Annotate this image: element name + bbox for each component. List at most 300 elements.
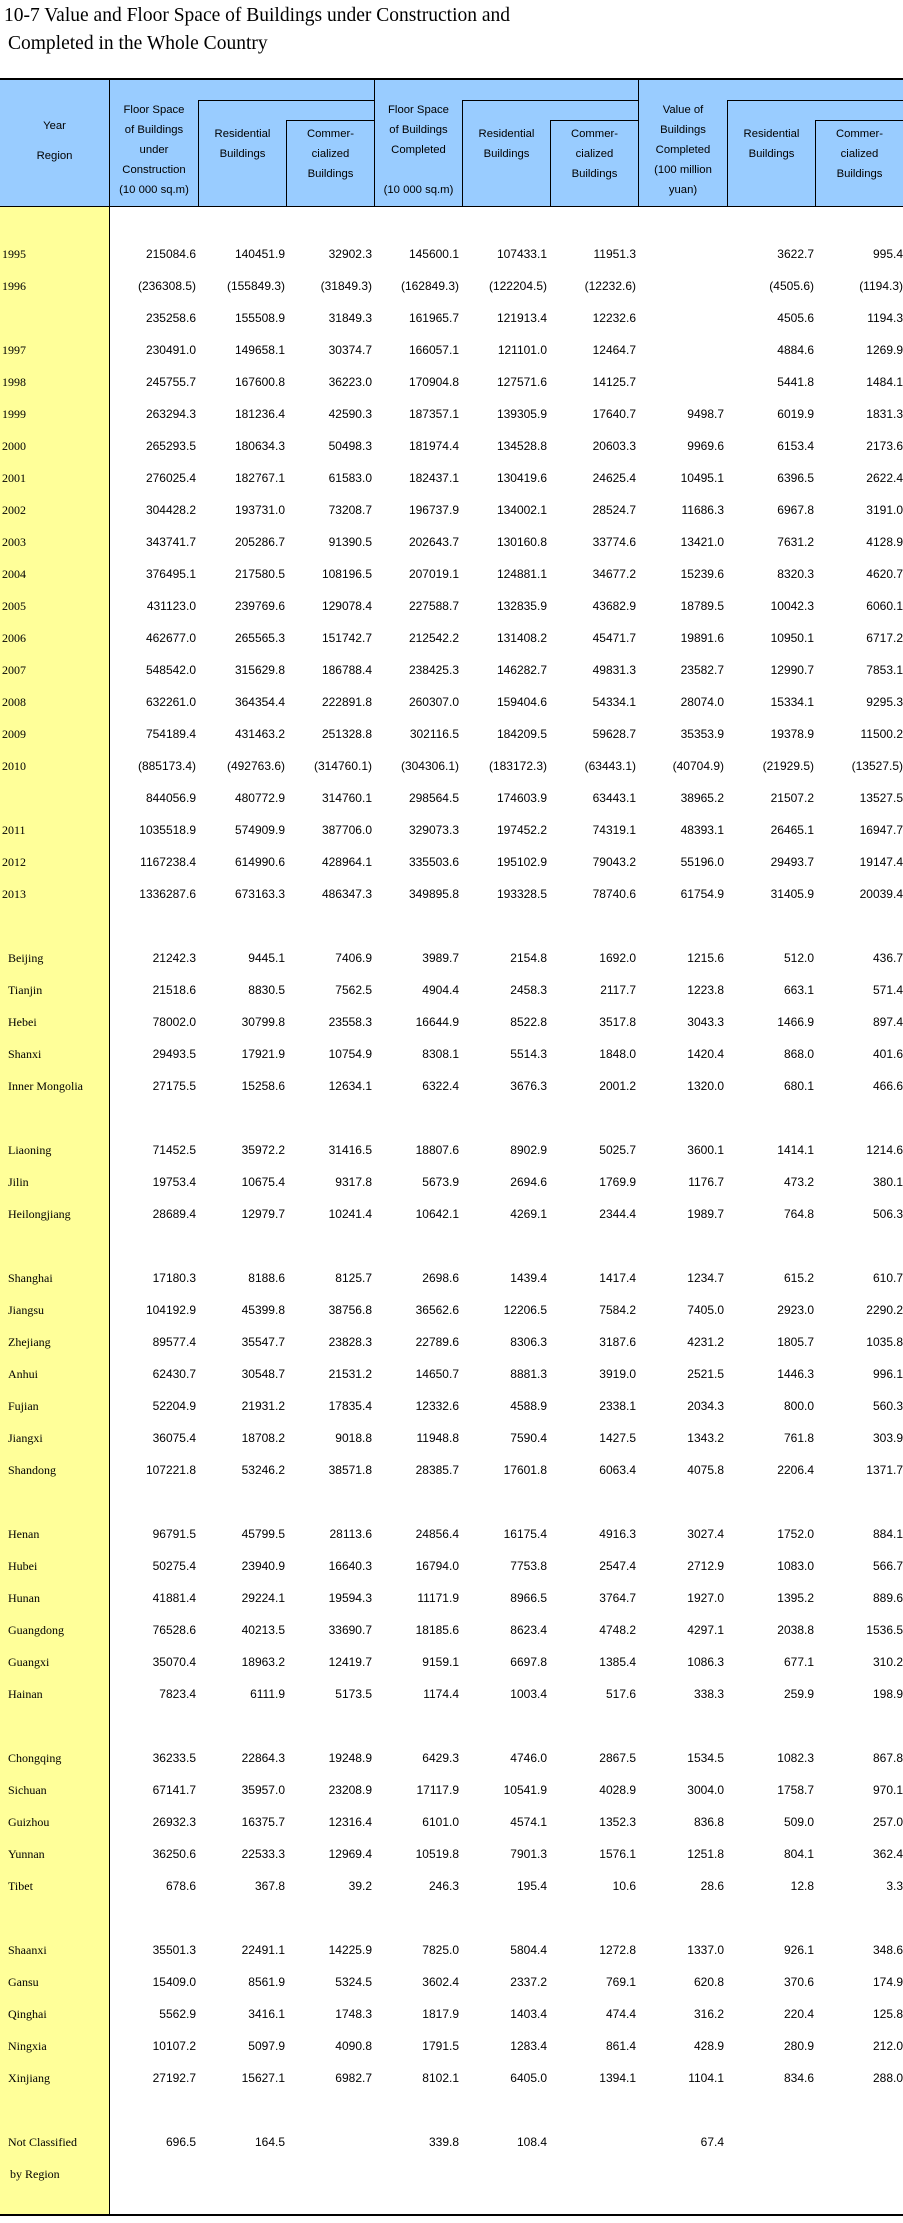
table-cell: 680.1 xyxy=(783,1079,814,1093)
table-cell: 836.8 xyxy=(693,1815,724,1829)
table-cell: 1791.5 xyxy=(422,2039,459,2053)
table-cell: 428.9 xyxy=(693,2039,724,2053)
table-cell: 387706.0 xyxy=(321,823,372,837)
title-line-2: Completed in the Whole Country xyxy=(8,33,268,54)
table-cell: 36075.4 xyxy=(152,1431,196,1445)
table-cell: 3191.0 xyxy=(866,503,903,517)
table-cell: 314760.1 xyxy=(321,791,372,805)
table-cell: 349895.8 xyxy=(408,887,459,901)
table-cell: 259.9 xyxy=(783,1687,814,1701)
table-cell: 8881.3 xyxy=(510,1367,547,1381)
row-label: 2009 xyxy=(2,727,26,741)
table-cell: 41881.4 xyxy=(152,1591,196,1605)
table-cell: (12232.6) xyxy=(584,279,636,293)
table-cell: 4297.1 xyxy=(687,1623,724,1637)
table-cell: 1805.7 xyxy=(777,1335,814,1349)
table-cell: 4916.3 xyxy=(599,1527,636,1541)
table-cell: 5025.7 xyxy=(599,1143,636,1157)
table-cell: 2694.6 xyxy=(510,1175,547,1189)
table-cell: 13421.0 xyxy=(680,535,724,549)
row-label: 2013 xyxy=(2,887,26,901)
table-cell: 2154.8 xyxy=(510,951,547,965)
table-cell: 53246.2 xyxy=(241,1463,285,1477)
table-cell: 21931.2 xyxy=(241,1399,285,1413)
table-cell: 996.1 xyxy=(872,1367,903,1381)
table-cell: 1427.5 xyxy=(599,1431,636,1445)
table-cell: 12969.4 xyxy=(328,1847,372,1861)
table-cell: 428964.1 xyxy=(321,855,372,869)
table-cell: 146282.7 xyxy=(496,663,547,677)
table-cell: 1343.2 xyxy=(687,1431,724,1445)
table-cell: 1536.5 xyxy=(866,1623,903,1637)
table-cell: 1174.4 xyxy=(423,1687,459,1701)
table-cell: 45399.8 xyxy=(241,1303,285,1317)
table-cell: 29224.1 xyxy=(241,1591,285,1605)
table-cell: 1752.0 xyxy=(777,1527,814,1541)
footer-by-region: by Region xyxy=(10,2167,60,2181)
table-cell: 36233.5 xyxy=(152,1751,196,1765)
table-cell: 754189.4 xyxy=(145,727,196,741)
table-cell: 23828.3 xyxy=(328,1335,372,1349)
table-cell: 343741.7 xyxy=(145,535,196,549)
table-cell: 7405.0 xyxy=(687,1303,724,1317)
table-cell: 124881.1 xyxy=(496,567,547,581)
table-cell: 263294.3 xyxy=(145,407,196,421)
table-cell: 91390.5 xyxy=(328,535,372,549)
table-cell: 134528.8 xyxy=(496,439,547,453)
table-cell: 2034.3 xyxy=(687,1399,724,1413)
table-cell: 18185.6 xyxy=(415,1623,459,1637)
row-label: Jiangsu xyxy=(8,1303,44,1317)
table-row xyxy=(0,469,903,487)
table-cell: 6429.3 xyxy=(422,1751,459,1765)
table-cell: 1831.3 xyxy=(866,407,903,421)
table-cell: 155508.9 xyxy=(234,311,285,325)
table-cell: 367.8 xyxy=(254,1879,285,1893)
table-row xyxy=(0,1813,903,1831)
table-cell: (314760.1) xyxy=(313,759,372,773)
row-label: Hainan xyxy=(8,1687,43,1701)
table-row xyxy=(0,1781,903,1799)
table-cell: 33774.6 xyxy=(592,535,636,549)
table-cell: 134002.1 xyxy=(496,503,547,517)
row-label: Hubei xyxy=(8,1559,38,1573)
table-cell: 45799.5 xyxy=(241,1527,285,1541)
table-cell: 2338.1 xyxy=(599,1399,636,1413)
table-cell: 50498.3 xyxy=(328,439,372,453)
table-cell: 28.6 xyxy=(700,1879,724,1893)
table-cell: 1223.8 xyxy=(687,983,724,997)
table-cell: 6060.1 xyxy=(866,599,903,613)
table-cell: 10107.2 xyxy=(152,2039,196,2053)
table-cell: 19594.3 xyxy=(328,1591,372,1605)
table-cell: 16640.3 xyxy=(328,1559,372,1573)
table-cell: 276025.4 xyxy=(145,471,196,485)
row-label: 2007 xyxy=(2,663,26,677)
table-cell: 182437.1 xyxy=(408,471,459,485)
table-cell: 401.6 xyxy=(872,1047,903,1061)
row-label: 1996 xyxy=(2,279,26,293)
table-cell: 13527.5 xyxy=(859,791,903,805)
table-cell: 889.6 xyxy=(872,1591,903,1605)
table-cell: 195.4 xyxy=(516,1879,547,1893)
table-cell: 4505.6 xyxy=(777,311,814,325)
table-cell: (63443.1) xyxy=(584,759,636,773)
table-cell: 30374.7 xyxy=(328,343,372,357)
table-cell: 59628.7 xyxy=(592,727,636,741)
table-row xyxy=(0,2037,903,2055)
table-cell: 43682.9 xyxy=(592,599,636,613)
row-label: 2010 xyxy=(2,759,26,773)
table-cell: 26465.1 xyxy=(770,823,814,837)
table-cell: 54334.1 xyxy=(592,695,636,709)
table-cell: 193731.0 xyxy=(234,503,285,517)
table-cell: 121101.0 xyxy=(497,343,547,357)
table-cell: 18789.5 xyxy=(680,599,724,613)
table-cell: 1336287.6 xyxy=(139,887,196,901)
row-label: Hunan xyxy=(8,1591,40,1605)
table-cell: 74319.1 xyxy=(592,823,636,837)
table-cell: 20603.3 xyxy=(592,439,636,453)
table-cell: 238425.3 xyxy=(408,663,459,677)
table-cell: 39.2 xyxy=(348,1879,372,1893)
table-cell: 466.6 xyxy=(872,1079,903,1093)
table-cell: (122204.5) xyxy=(488,279,547,293)
table-row xyxy=(0,2005,903,2023)
table-cell: 486347.3 xyxy=(321,887,372,901)
table-cell: 19753.4 xyxy=(152,1175,196,1189)
table-row xyxy=(0,821,903,839)
table-cell: 548542.0 xyxy=(145,663,196,677)
table-row xyxy=(0,1013,903,1031)
table-cell: 897.4 xyxy=(872,1015,903,1029)
table-cell: (304306.1) xyxy=(400,759,459,773)
table-cell: 251328.8 xyxy=(321,727,372,741)
table-cell: 3600.1 xyxy=(687,1143,724,1157)
table-cell: 38965.2 xyxy=(680,791,724,805)
table-cell: 12206.5 xyxy=(503,1303,547,1317)
table-row xyxy=(0,597,903,615)
table-cell: 3004.0 xyxy=(687,1783,724,1797)
table-cell: 14650.7 xyxy=(415,1367,459,1381)
table-cell: 19378.9 xyxy=(770,727,814,741)
table-cell: 1251.8 xyxy=(687,1847,724,1861)
table-cell: 222891.8 xyxy=(321,695,372,709)
table-cell: 131408.2 xyxy=(496,631,547,645)
row-label: Shanxi xyxy=(8,1047,42,1061)
table-cell: 67141.7 xyxy=(152,1783,196,1797)
table-cell: 182767.1 xyxy=(234,471,285,485)
table-cell: 7825.0 xyxy=(422,1943,459,1957)
table-cell: 6982.7 xyxy=(335,2071,372,2085)
table-cell: 1466.9 xyxy=(777,1015,814,1029)
table-cell: 187357.1 xyxy=(408,407,459,421)
table-cell: 338.3 xyxy=(693,1687,724,1701)
table-cell: 5562.9 xyxy=(159,2007,196,2021)
table-cell: 1989.7 xyxy=(687,1207,724,1221)
table-cell: 28385.7 xyxy=(415,1463,459,1477)
header-divider xyxy=(462,100,638,101)
table-row xyxy=(0,1557,903,1575)
table-cell: 71452.5 xyxy=(152,1143,196,1157)
table-cell: 10950.1 xyxy=(770,631,814,645)
table-cell: 7590.4 xyxy=(510,1431,547,1445)
table-cell: 10241.4 xyxy=(328,1207,372,1221)
table-cell: 10754.9 xyxy=(328,1047,372,1061)
table-cell: 5173.5 xyxy=(335,1687,372,1701)
table-cell: 1758.7 xyxy=(777,1783,814,1797)
row-label: Qinghai xyxy=(8,2007,47,2021)
table-row xyxy=(0,981,903,999)
table-row xyxy=(0,1397,903,1415)
table-cell: (21929.5) xyxy=(762,759,814,773)
table-cell: 804.1 xyxy=(783,1847,814,1861)
table-cell: 50275.4 xyxy=(152,1559,196,1573)
table-cell: 1269.9 xyxy=(866,343,903,357)
table-row xyxy=(0,2069,903,2087)
table-cell: 7823.4 xyxy=(159,1687,196,1701)
table-cell: 1215.6 xyxy=(687,951,724,965)
table-cell: 73208.7 xyxy=(328,503,372,517)
table-cell: 6101.0 xyxy=(422,1815,459,1829)
table-cell: 35957.0 xyxy=(241,1783,285,1797)
table-cell: 3676.3 xyxy=(510,1079,547,1093)
table-cell: 107221.8 xyxy=(145,1463,196,1477)
table-cell: 140451.9 xyxy=(234,247,285,261)
table-cell: 280.9 xyxy=(783,2039,814,2053)
table-row xyxy=(0,1461,903,1479)
table-cell: 145600.1 xyxy=(408,247,459,261)
table-cell: 35070.4 xyxy=(152,1655,196,1669)
table-cell: 6405.0 xyxy=(510,2071,547,2085)
table-cell: 844056.9 xyxy=(145,791,196,805)
table-cell: (31849.3) xyxy=(320,279,372,293)
row-label: Fujian xyxy=(8,1399,39,1413)
row-label: Hebei xyxy=(8,1015,37,1029)
table-cell: 33690.7 xyxy=(328,1623,372,1637)
header-divider xyxy=(198,100,374,101)
table-cell: 11686.3 xyxy=(681,503,724,517)
table-cell: 4028.9 xyxy=(599,1783,636,1797)
table-cell: 2547.4 xyxy=(599,1559,636,1573)
table-cell: 19248.9 xyxy=(328,1751,372,1765)
table-cell: 12979.7 xyxy=(241,1207,285,1221)
table-cell: 560.3 xyxy=(872,1399,903,1413)
table-cell: 10042.3 xyxy=(770,599,814,613)
table-cell: 205286.7 xyxy=(234,535,285,549)
table-cell: 1927.0 xyxy=(687,1591,724,1605)
row-label: Liaoning xyxy=(8,1143,52,1157)
table-cell: 76528.6 xyxy=(152,1623,196,1637)
row-label: Guangxi xyxy=(8,1655,50,1669)
table-cell: 125.8 xyxy=(872,2007,903,2021)
table-cell: 220.4 xyxy=(783,2007,814,2021)
table-cell: 159404.6 xyxy=(496,695,547,709)
row-label: Chongqing xyxy=(8,1751,62,1765)
table-row xyxy=(0,1173,903,1191)
header-divider xyxy=(815,120,903,121)
row-label: Henan xyxy=(8,1527,40,1541)
table-cell: 1446.3 xyxy=(777,1367,814,1381)
table-row xyxy=(0,437,903,455)
table-cell: 22533.3 xyxy=(241,1847,285,1861)
table-cell: 174603.9 xyxy=(496,791,547,805)
table-row xyxy=(0,1525,903,1543)
table-cell: 1534.5 xyxy=(687,1751,724,1765)
row-label: Ningxia xyxy=(8,2039,47,2053)
table-cell: 18807.6 xyxy=(415,1143,459,1157)
table-cell: 31849.3 xyxy=(328,311,372,325)
table-cell: (4505.6) xyxy=(769,279,814,293)
row-label: 2000 xyxy=(2,439,26,453)
table-cell: 8320.3 xyxy=(777,567,814,581)
table-cell: 1371.7 xyxy=(866,1463,903,1477)
table-cell: 174.9 xyxy=(872,1975,903,1989)
row-label: Gansu xyxy=(8,1975,39,1989)
table-row xyxy=(0,789,903,807)
table-cell: 7584.2 xyxy=(599,1303,636,1317)
table-cell: 2867.5 xyxy=(599,1751,636,1765)
row-label: 2012 xyxy=(2,855,26,869)
table-cell: 5324.5 xyxy=(335,1975,372,1989)
table-cell: (162849.3) xyxy=(400,279,459,293)
table-cell: 12634.1 xyxy=(328,1079,372,1093)
row-label: 2001 xyxy=(2,471,26,485)
table-cell: 620.8 xyxy=(693,1975,724,1989)
table-cell: 1848.0 xyxy=(599,1047,636,1061)
table-cell: 9295.3 xyxy=(866,695,903,709)
table-cell: 1576.1 xyxy=(599,1847,636,1861)
table-cell: 1403.4 xyxy=(510,2007,547,2021)
table-cell: 35547.7 xyxy=(241,1335,285,1349)
table-cell: 5514.3 xyxy=(510,1047,547,1061)
table-cell: 3517.8 xyxy=(599,1015,636,1029)
table-cell: 49831.3 xyxy=(592,663,636,677)
table-cell: 4090.8 xyxy=(335,2039,372,2053)
table-cell: 215084.6 xyxy=(145,247,196,261)
table-cell: 22864.3 xyxy=(241,1751,285,1765)
table-row xyxy=(0,341,903,359)
table-cell: 4904.4 xyxy=(422,983,459,997)
table-cell: 18708.2 xyxy=(241,1431,285,1445)
table-cell: 3416.1 xyxy=(248,2007,285,2021)
table-cell: 9969.6 xyxy=(687,439,724,453)
table-row xyxy=(0,1141,903,1159)
table-cell: 574909.9 xyxy=(234,823,285,837)
table-cell: 207019.1 xyxy=(408,567,459,581)
table-cell: 197452.2 xyxy=(496,823,547,837)
table-cell: 884.1 xyxy=(872,1527,903,1541)
table-cell: 181974.4 xyxy=(408,439,459,453)
table-cell: 1086.3 xyxy=(687,1655,724,1669)
table-cell: 21507.2 xyxy=(770,791,814,805)
table-cell: 5804.4 xyxy=(510,1943,547,1957)
table-cell: 31405.9 xyxy=(770,887,814,901)
table-cell: 245755.7 xyxy=(145,375,196,389)
table-cell: 2290.2 xyxy=(866,1303,903,1317)
table-cell: 1394.1 xyxy=(599,2071,636,2085)
table-cell: 512.0 xyxy=(783,951,814,965)
table-row xyxy=(0,757,903,775)
table-cell: 28524.7 xyxy=(592,503,636,517)
row-label: 1995 xyxy=(2,247,26,261)
table-cell: 104192.9 xyxy=(145,1303,196,1317)
table-cell: 22789.6 xyxy=(415,1335,459,1349)
table-row xyxy=(0,277,903,295)
table-cell: 4588.9 xyxy=(510,1399,547,1413)
table-cell: 8306.3 xyxy=(510,1335,547,1349)
table-cell: 121913.4 xyxy=(496,311,547,325)
table-cell: 212.0 xyxy=(872,2039,903,2053)
table-cell: 20039.4 xyxy=(859,887,903,901)
table-cell: 35501.3 xyxy=(152,1943,196,1957)
table-cell: 506.3 xyxy=(872,1207,903,1221)
row-label: Shanghai xyxy=(8,1271,53,1285)
header-divider xyxy=(550,120,638,121)
table-cell: 22491.1 xyxy=(241,1943,285,1957)
table-row xyxy=(0,533,903,551)
table-cell: 8966.5 xyxy=(510,1591,547,1605)
table-cell: 288.0 xyxy=(872,2071,903,2085)
table-cell: 29493.7 xyxy=(770,855,814,869)
table-cell: 21242.3 xyxy=(152,951,196,965)
table-cell: 35972.2 xyxy=(241,1143,285,1157)
table-cell: 23582.7 xyxy=(680,663,724,677)
header-floor-space-under-construction: Floor Space of Buildings under Construction (10 000 sq.m) xyxy=(119,104,189,196)
header-commercialized-1: Commer- cialized Buildings xyxy=(306,128,355,180)
table-cell: 257.0 xyxy=(872,1815,903,1829)
table-cell: 473.2 xyxy=(783,1175,814,1189)
table-row xyxy=(0,1589,903,1607)
table-header xyxy=(0,80,903,206)
table-cell: 89577.4 xyxy=(152,1335,196,1349)
table-cell: 1817.9 xyxy=(422,2007,459,2021)
table-cell: 431463.2 xyxy=(234,727,285,741)
table-cell: 15627.1 xyxy=(241,2071,285,2085)
table-cell: 62430.7 xyxy=(152,1367,196,1381)
table-cell: 10495.1 xyxy=(680,471,724,485)
table-cell: 800.0 xyxy=(783,1399,814,1413)
table-cell: 7631.2 xyxy=(777,535,814,549)
table-row xyxy=(0,245,903,263)
table-cell: 34677.2 xyxy=(592,567,636,581)
table-cell: 1194.3 xyxy=(867,311,903,325)
table-row xyxy=(0,1333,903,1351)
table-cell: 10642.1 xyxy=(415,1207,459,1221)
table-cell: 42590.3 xyxy=(328,407,372,421)
table-cell: (1194.3) xyxy=(859,279,903,293)
table-cell: 28113.6 xyxy=(329,1527,372,1541)
table-cell: 10541.9 xyxy=(503,1783,547,1797)
row-label: 2006 xyxy=(2,631,26,645)
table-cell: 995.4 xyxy=(872,247,903,261)
table-cell: 10.6 xyxy=(612,1879,636,1893)
table-row xyxy=(0,1685,903,1703)
table-cell: 1167238.4 xyxy=(140,855,196,869)
table-cell: 16947.7 xyxy=(859,823,903,837)
table-cell: 52204.9 xyxy=(152,1399,196,1413)
header-rule xyxy=(0,206,903,207)
table-cell: 926.1 xyxy=(783,1943,814,1957)
table-cell: 55196.0 xyxy=(680,855,724,869)
table-cell: 10675.4 xyxy=(241,1175,285,1189)
table-cell: 764.8 xyxy=(783,1207,814,1221)
table-cell: 15409.0 xyxy=(152,1975,196,1989)
table-cell: 27192.7 xyxy=(152,2071,196,2085)
table-cell: 139305.9 xyxy=(496,407,547,421)
header-divider xyxy=(727,100,728,206)
row-label: 2004 xyxy=(2,567,26,581)
